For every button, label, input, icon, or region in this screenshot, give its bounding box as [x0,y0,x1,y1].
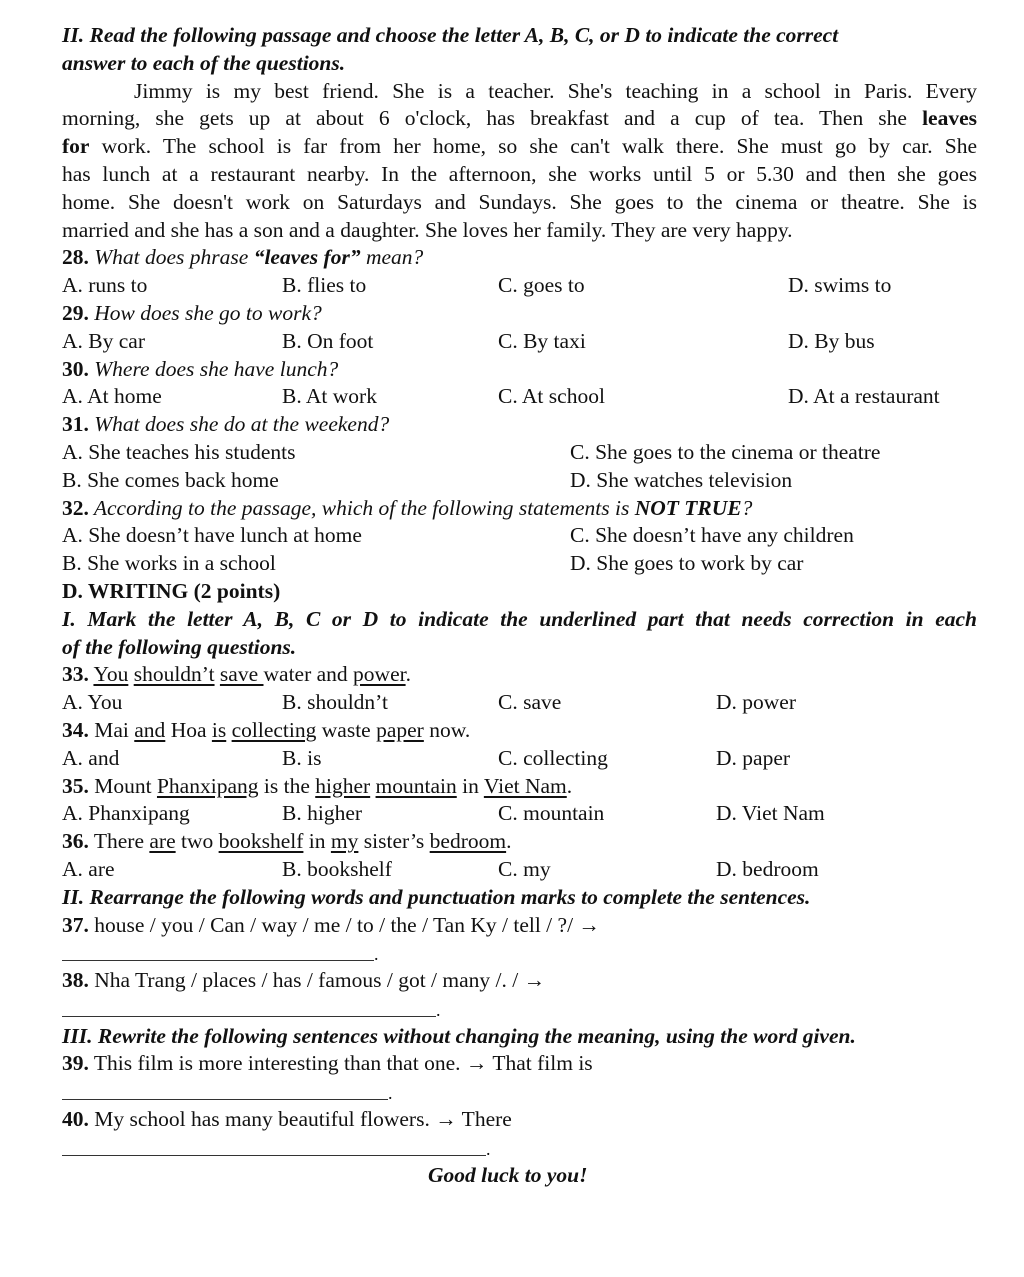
option-d[interactable]: D. swims to [788,273,892,298]
question-35-options [62,800,977,828]
option-c[interactable]: C. save [498,690,562,715]
passage-line: has lunch at a restaurant nearby. In the afternoon, she works until 5 or 5.30 and then she goes [62,161,977,186]
question-39: 39. This film is more interesting than that one. → That film is [62,1051,593,1076]
question-32: 32. According to the passage, which of the following statements is NOT TRUE? [62,495,753,520]
passage-line: married and she has a son and a daughter. She loves her family. They are very happy. [62,217,793,242]
option-a[interactable]: A. She doesn’t have lunch at home [62,523,362,548]
option-a[interactable]: A. You [62,690,123,715]
option-b[interactable]: B. shouldn’t [282,690,388,715]
option-a[interactable]: A. runs to [62,273,148,298]
writing-part1-heading: I. Mark the letter A, B, C or D to indicate the underlined part that needs correction in each [62,606,977,631]
passage-line: morning, she gets up at about 6 o'clock, has breakfast and a cup of tea. Then she leaves [62,106,977,131]
option-d[interactable]: D. She goes to work by car [570,551,804,576]
option-a[interactable]: A. At home [62,384,162,409]
option-c[interactable]: C. By taxi [498,328,586,353]
closing-message: Good luck to you! [428,1162,588,1187]
question-31: 31. What does she do at the weekend? [62,412,390,437]
question-40: 40. My school has many beautiful flowers. → There [62,1107,512,1132]
answer-line-37[interactable]: . [62,939,977,967]
question-35: 35. Mount Phanxipang is the higher mountain in Viet Nam. [62,773,573,798]
option-b[interactable]: B. higher [282,801,363,826]
question-36-options [62,856,977,884]
option-a[interactable]: A. are [62,856,115,881]
option-c[interactable]: C. She goes to the cinema or theatre [570,439,881,464]
reading-heading-cont: answer to each of the questions. [62,50,346,75]
option-d[interactable]: D. bedroom [716,856,819,881]
option-a[interactable]: A. By car [62,328,145,353]
question-29: 29. How does she go to work? [62,300,322,325]
option-a[interactable]: A. She teaches his students [62,439,296,464]
option-b[interactable]: B. At work [282,384,377,409]
answer-line-39[interactable]: . [62,1078,977,1106]
question-28-options [62,272,977,300]
worksheet-page [62,22,977,1189]
question-28: 28. What does phrase “leaves for” mean? [62,245,424,270]
writing-section-title: D. WRITING (2 points) [62,578,281,603]
answer-line-38[interactable]: . [62,995,977,1023]
option-a[interactable]: A. and [62,745,120,770]
question-36: 36. There are two bookshelf in my sister’s bedroom. [62,829,512,854]
question-33: 33. You shouldn’t save water and power. [62,662,411,687]
question-34: 34. Mai and Hoa is collecting waste paper now. [62,717,471,742]
option-c[interactable]: C. At school [498,384,605,409]
question-38: 38. Nha Trang / places / has / famous / got / many /. / → [62,968,546,993]
answer-line-40[interactable]: . [62,1134,977,1162]
option-c[interactable]: C. She doesn’t have any children [570,523,854,548]
option-d[interactable]: D. She watches television [570,467,793,492]
option-c[interactable]: C. mountain [498,801,605,826]
option-c[interactable]: C. collecting [498,745,608,770]
option-d[interactable]: D. paper [716,745,791,770]
option-b[interactable]: B. is [282,745,322,770]
option-b[interactable]: B. flies to [282,273,367,298]
question-32-options-row1 [62,522,977,550]
question-31-options-row2 [62,467,977,495]
option-c[interactable]: C. my [498,856,551,881]
question-29-options [62,328,977,356]
passage-line: home. She doesn't work on Saturdays and Sundays. She goes to the cinema or theatre. She is [62,189,977,214]
option-d[interactable]: D. At a restaurant [788,384,940,409]
option-b[interactable]: B. She works in a school [62,551,276,576]
passage-line: for work. The school is far from her home, so she can't walk there. She must go by car. She [62,134,977,159]
option-b[interactable]: B. She comes back home [62,467,279,492]
writing-part1-heading-cont: of the following questions. [62,634,297,659]
question-33-options [62,689,977,717]
passage-line: Jimmy is my best friend. She is a teacher. She's teaching in a school in Paris. Every [134,78,977,103]
option-d[interactable]: D. power [716,690,797,715]
writing-part3-heading: III. Rewrite the following sentences without changing the meaning, using the word given. [62,1023,856,1048]
question-31-options-row1 [62,439,977,467]
option-c[interactable]: C. goes to [498,273,585,298]
option-b[interactable]: B. On foot [282,328,374,353]
reading-heading: II. Read the following passage and choose the letter A, B, C, or D to indicate the correct [62,23,839,47]
question-37: 37. house / you / Can / way / me / to / the / Tan Ky / tell / ?/ → [62,912,600,937]
question-34-options [62,745,977,773]
question-30-options [62,383,977,411]
question-30: 30. Where does she have lunch? [62,356,339,381]
option-d[interactable]: D. Viet Nam [716,801,825,826]
writing-part2-heading: II. Rearrange the following words and punctuation marks to complete the sentences. [62,884,811,909]
question-32-options-row2 [62,550,977,578]
option-b[interactable]: B. bookshelf [282,856,392,881]
option-d[interactable]: D. By bus [788,328,875,353]
option-a[interactable]: A. Phanxipang [62,801,190,826]
